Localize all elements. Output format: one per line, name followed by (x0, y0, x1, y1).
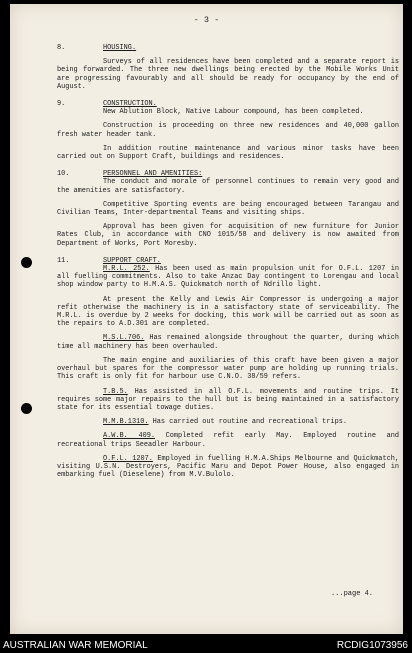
section-housing (57, 44, 399, 91)
paragraph: In addition routine maintenance and various minor tasks have been carried out on Support Craft, buildings and residences. (57, 144, 399, 162)
page-number: - 3 - (193, 15, 220, 25)
craft-text: Has assisted in all O.F.L. movements and routine trips. It requires some major repairs to the hull but is being maintained in a satisfactory state for its essential towage duties. (57, 387, 399, 412)
footer-archive-name: AUSTRALIAN WAR MEMORIAL (3, 640, 148, 651)
paragraph: The conduct and morale of personnel continues to remain very good and the amenities are satisfactory. (57, 178, 399, 195)
craft-name: M.M.B.1310. (103, 418, 149, 427)
archive-footer (0, 638, 412, 653)
craft-entry (57, 334, 399, 350)
section-number: 8. (57, 44, 66, 52)
paragraph: New Ablution Block, Native Labour compound, has been completed. (103, 108, 364, 117)
craft-text: Has been used as main propulsion unit for O.F.L. 1207 in all fuelling commitments. Also to take Anzac Day contingent to Lorengau and local shop window party to H.M.A.S. Quickmatch north of Ndrillo light. (57, 265, 399, 290)
craft-text: The main engine and auxiliaries of this craft have been given a major overhaul but spares for the compressor water pump are holding up running trials. This craft is only fit for harbour use C.N.O. 38/59 refers. (57, 356, 399, 382)
paragraph: Approval has been given for acquisition of new furniture for Junior Rates Club, in accordance with CNO 1015/58 and delivery is now awaited from Department of Works, Port Moresby. (57, 223, 399, 248)
footer-record-id: RCDIG1073956 (336, 640, 408, 651)
section-heading: HOUSING. (103, 44, 137, 52)
craft-name: O.F.L. 1207. (103, 454, 153, 463)
section-support-craft (57, 257, 399, 479)
section-heading: SUPPORT CRAFT. (103, 256, 161, 265)
section-number: 11. (57, 256, 70, 265)
craft-name: M.S.L.706. (103, 334, 145, 343)
craft-entry (57, 432, 399, 448)
punch-hole (21, 257, 32, 268)
document-body (57, 44, 399, 479)
craft-entry (57, 388, 399, 413)
continuation-note: ...page 4. (330, 590, 373, 598)
craft-text: Has remained alongside throughout the quarter, during which time all machinery has been overhauled. (57, 334, 399, 351)
craft-name: M.R.L. 252. (103, 265, 150, 274)
craft-text: Has carried out routine and recreational trips. (152, 418, 347, 427)
craft-entry (57, 265, 399, 290)
paragraph: Competitive Sporting events are being encouraged between Tarangau and Civilian Teams, Inter-departmental Teams and visiting ships. (57, 200, 399, 218)
section-number: 10. (57, 170, 70, 179)
section-heading: CONSTRUCTION. (103, 100, 157, 109)
paragraph: Construction is proceeding on three new residences and 40,000 gallon fresh water header tank. (57, 122, 399, 139)
craft-text: Completed refit early May. Employed routine and recreational trips Seeadler Harbour. (57, 432, 399, 449)
document-page (10, 4, 403, 634)
punch-hole (21, 403, 32, 414)
craft-entry (57, 418, 399, 426)
section-heading: PERSONNEL AND AMENITIES: (103, 170, 203, 179)
craft-text: Employed in fuelling H.M.A.Ships Melbourne and Quickmatch, visiting U.S.N. Destroyers, Pacific Maru and Depot Power House, also engaged in embarking fuel (Dieselene) from M.V.Bulolo. (57, 454, 399, 480)
section-construction (57, 100, 399, 161)
craft-name: A.W.B. 409. (103, 432, 155, 441)
craft-name: T.B.5. (103, 387, 128, 396)
craft-entry (57, 357, 399, 382)
section-number: 9. (57, 100, 66, 109)
paragraph: Surveys of all residences have been completed and a separate report is being forwarded. The three new dwellings being erected by the Mobile Works Unit are progressing favourably and all should be ready for occupancy by the end of August. (57, 58, 399, 91)
craft-entry (57, 296, 399, 329)
craft-entry (57, 455, 399, 480)
craft-text: At present the Kelly and Lewis Air Compressor is undergoing a major refit otherwise the machinery is in a satisfactory state of serviceability. The M.R.L. is overdue by 2 weeks for docking, this work will be carried out as soon as the repairs to A.D.301 are completed. (57, 295, 399, 329)
section-personnel (57, 170, 399, 248)
